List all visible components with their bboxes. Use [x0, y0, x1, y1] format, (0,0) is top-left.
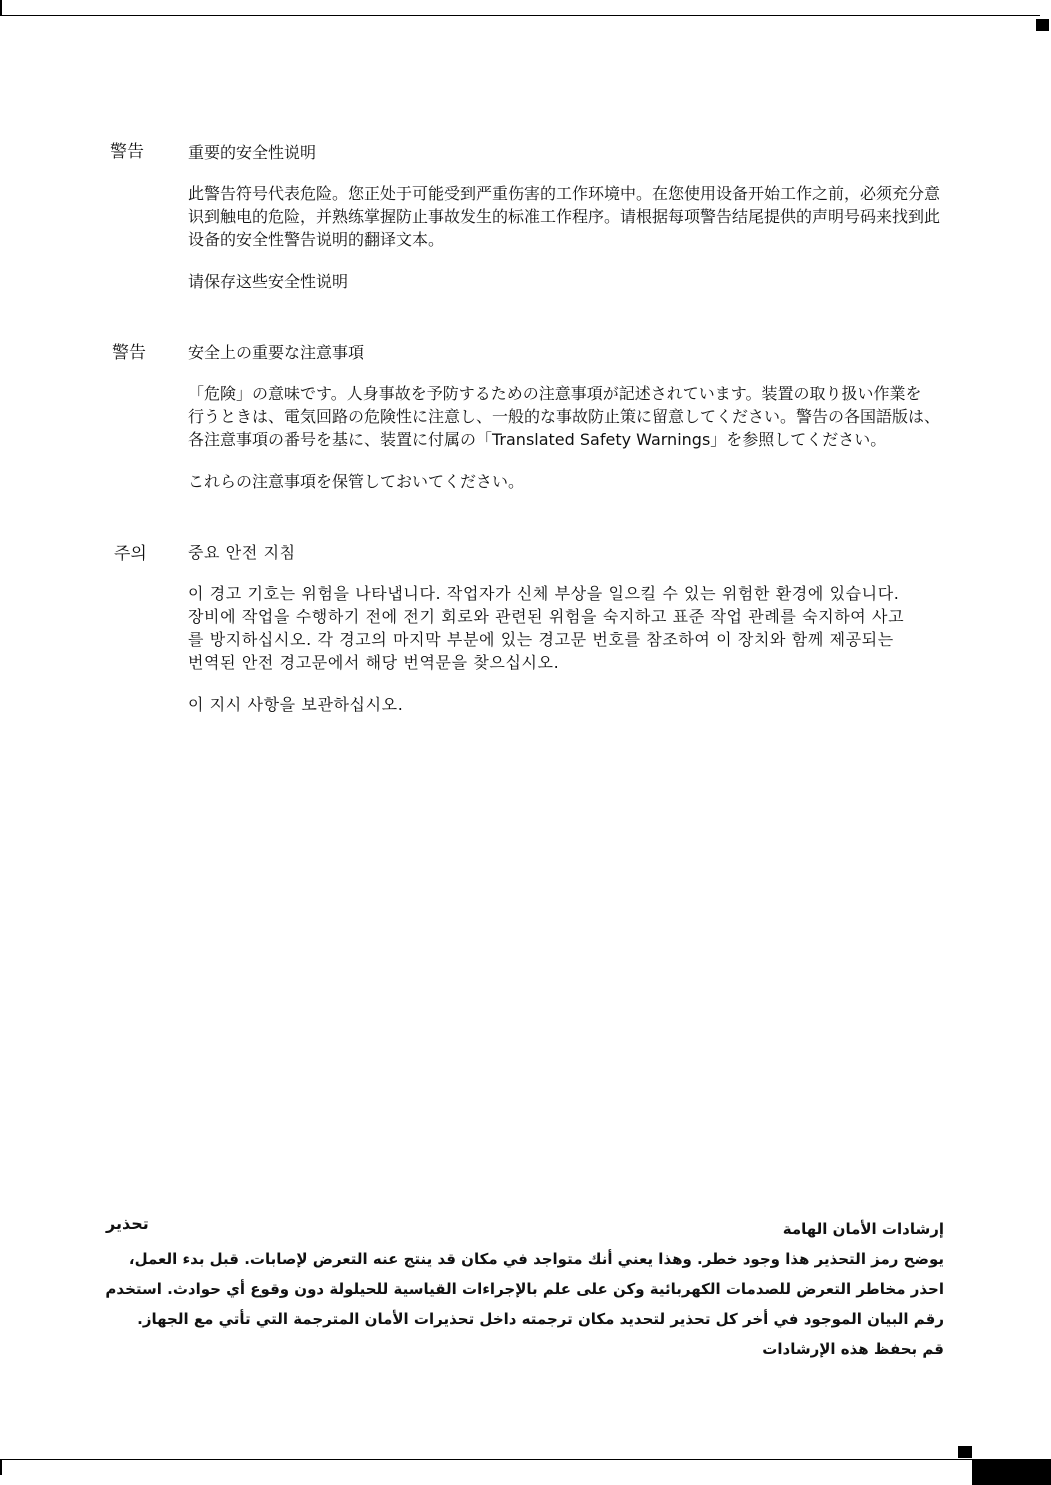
- warning-body-line: 各注意事項の番号を基に、装置に付属の「Translated Safety Warnings」を参照してください。: [188, 430, 887, 449]
- footer-corner-mark: [958, 1446, 972, 1458]
- warning-heading-ar: إرشادات الأمان الهامة: [782, 1220, 944, 1238]
- footer-rule: [0, 1459, 972, 1460]
- warning-body-line: 이 경고 기호는 위험을 나타냅니다. 작업자가 신체 부상을 일으킬 수 있는 위험한 환경에 있습니다.: [188, 584, 900, 603]
- warning-body-line: 行うときは、電気回路の危険性に注意し、一般的な事故防止策に留意してください。警告の各国語版は、: [188, 407, 941, 426]
- warning-body-line: 设备的安全性警告说明的翻译文本。: [188, 230, 445, 249]
- warning-label-ar: تحذير: [106, 1214, 149, 1233]
- warning-footer-ko: 이 지시 사항을 보관하십시오.: [188, 695, 404, 714]
- warning-body-zh: [188, 182, 1038, 251]
- warning-heading-zh: 重要的安全性说明: [188, 143, 317, 162]
- header-rule: [0, 15, 1040, 16]
- warning-label-ja: 警告: [112, 343, 146, 363]
- warning-block-ar: [105, 1214, 944, 1364]
- warning-body-line: 장비에 작업을 수행하기 전에 전기 회로와 관련된 위험을 숙지하고 표준 작업 관례를 숙지하여 사고: [188, 607, 905, 626]
- warning-body-line: 识到触电的危险，并熟练掌握防止事故发生的标准工作程序。请根据每项警告结尾提供的声明号码来找到此: [188, 207, 941, 226]
- warning-footer-ja: これらの注意事項を保管しておいてください。: [188, 472, 525, 491]
- warning-body-line: 此警告符号代表危险。您正处于可能受到严重伤害的工作环境中。在您使用设备开始工作之前，必须充分意: [188, 184, 941, 203]
- warning-heading-ko: 중요 안전 지침: [188, 543, 296, 562]
- warning-body-line: يوضح رمز التحذير هذا وجود خطر. وهذا يعني أنك متواجد في مكان قد ينتج عنه التعرض لإصابات. قبل بدء العمل،: [128, 1250, 944, 1268]
- warning-body-line: رقم البيان الموجود في أخر كل تحذير لتحديد مكان ترجمته داخل تحذيرات الأمان المترجمة التي تأتي مع الجهاز.: [137, 1310, 944, 1328]
- warning-block-zh: [188, 141, 1038, 293]
- page-number-tab: [972, 1459, 1051, 1485]
- warning-body-line: 「危険」の意味です。人身事故を予防するための注意事項が記述されています。装置の取り扱い作業を: [188, 384, 922, 403]
- warning-footer-ar: قم بحفظ هذه الإرشادات: [762, 1340, 944, 1358]
- warning-label-zh: 警告: [110, 142, 144, 162]
- header-corner-mark: [1036, 19, 1049, 31]
- warning-block-ja: [188, 341, 1038, 493]
- warning-body-ko: [188, 582, 1038, 674]
- warning-label-ko: 주의: [114, 544, 147, 564]
- warning-body-line: 번역된 안전 경고문에서 해당 번역문을 찾으십시오.: [188, 653, 560, 672]
- warning-heading-ja: 安全上の重要な注意事項: [188, 343, 365, 362]
- warning-block-ko: [188, 541, 1038, 716]
- warning-body-line: 를 방지하십시오. 각 경고의 마지막 부분에 있는 경고문 번호를 참조하여 이 장치와 함께 제공되는: [188, 630, 894, 649]
- warning-body-ja: [188, 382, 1038, 451]
- header-rule-tick: [0, 0, 2, 16]
- warning-footer-zh: 请保存这些安全性说明: [188, 272, 349, 291]
- warning-body-line: احذر مخاطر التعرض للصدمات الكهربائية وكن على علم بالإجراءات القياسية للحيلولة دون وقوع أي حوادث. استخدم: [105, 1280, 944, 1298]
- footer-rule-tick: [0, 1459, 2, 1475]
